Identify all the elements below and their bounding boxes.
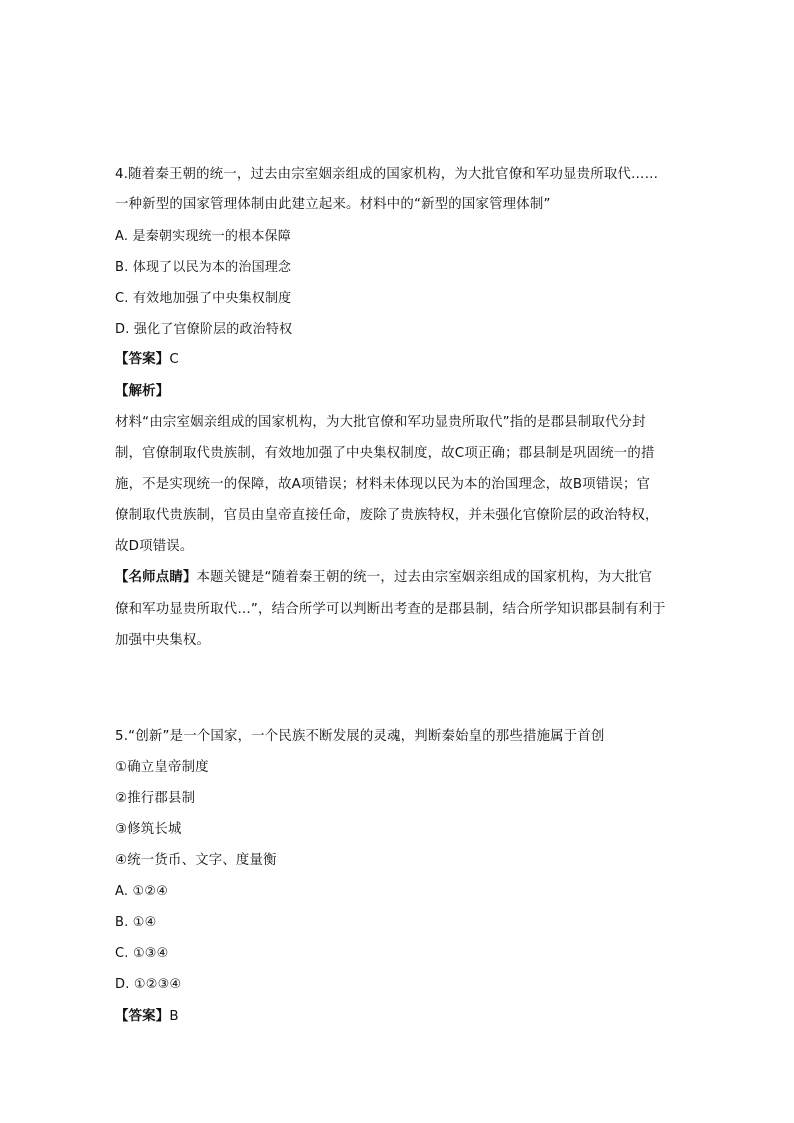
q5-answer xyxy=(115,1007,685,1027)
q5-option-a: A. ①②④ xyxy=(115,884,169,899)
q5-stem: 5.“创新”是一个国家，一个民族不断发展的灵魂，判断秦始皇的那些措施属于首创 xyxy=(115,729,605,744)
q5-item: ②推行郡县制 xyxy=(115,791,196,806)
q4-teacher-note-line-1 xyxy=(115,568,685,588)
q5-item: ③修筑长城 xyxy=(115,822,182,837)
q4-answer xyxy=(115,350,685,370)
q4-analysis-line: 材料“由宗室姻亲组成的国家机构，为大批官僚和军功显贵所取代”指的是郡县制取代分封 xyxy=(115,415,646,430)
q4-analysis-line: 故D项错误。 xyxy=(115,539,194,554)
q4-analysis-line: 施，不是实现统一的保障，故A项错误；材料未体现以民为本的治国理念，故B项错误；官 xyxy=(115,477,651,492)
q5-item: ①确立皇帝制度 xyxy=(115,760,209,775)
q5-item: ④统一货币、文字、度量衡 xyxy=(115,853,277,868)
q4-answer-tag: 【答案】 xyxy=(115,352,170,367)
q5-option-b: B. ①④ xyxy=(115,915,157,930)
q4-option-c: C. 有效地加强了中央集权制度 xyxy=(115,291,292,306)
q5-option-c: C. ①③④ xyxy=(115,946,169,961)
q4-stem-line-1: 4.随着秦王朝的统一，过去由宗室姻亲组成的国家机构，为大批官僚和军功显贵所取代…… xyxy=(115,167,659,182)
q5-answer-tag: 【答案】 xyxy=(115,1009,170,1024)
q4-analysis-tag: 【解析】 xyxy=(115,384,170,399)
q4-teacher-note-line-3: 加强中央集权。 xyxy=(115,633,211,648)
q5-option-d: D. ①②③④ xyxy=(115,977,182,992)
q4-analysis-line: 僚制取代贵族制，官员由皇帝直接任命，废除了贵族特权，并未强化官僚阶层的政治特权， xyxy=(115,508,659,523)
q4-option-a: A. 是秦朝实现统一的根本保障 xyxy=(115,229,291,244)
q4-teacher-text: 本题关键是“随着秦王朝的统一，过去由宗室姻亲组成的国家机构，为大批官 xyxy=(196,570,653,585)
q4-option-d: D. 强化了官僚阶层的政治特权 xyxy=(115,322,293,337)
q4-teacher-tag: 【名师点睛】 xyxy=(115,570,197,585)
q4-analysis-line: 制，官僚制取代贵族制，有效地加强了中央集权制度，故C项正确；郡县制是巩固统一的措 xyxy=(115,446,655,461)
q4-option-b: B. 体现了以民为本的治国理念 xyxy=(115,260,292,275)
q4-stem-line-2: 一种新型的国家管理体制由此建立起来。材料中的“新型的国家管理体制” xyxy=(115,197,551,212)
q5-answer-value: B xyxy=(169,1009,179,1024)
q4-teacher-note-line-2: 僚和军功显贵所取代…”，结合所学可以判断出考查的是郡县制，结合所学知识郡县制有利于 xyxy=(115,602,666,617)
q4-answer-value: C xyxy=(169,352,179,367)
